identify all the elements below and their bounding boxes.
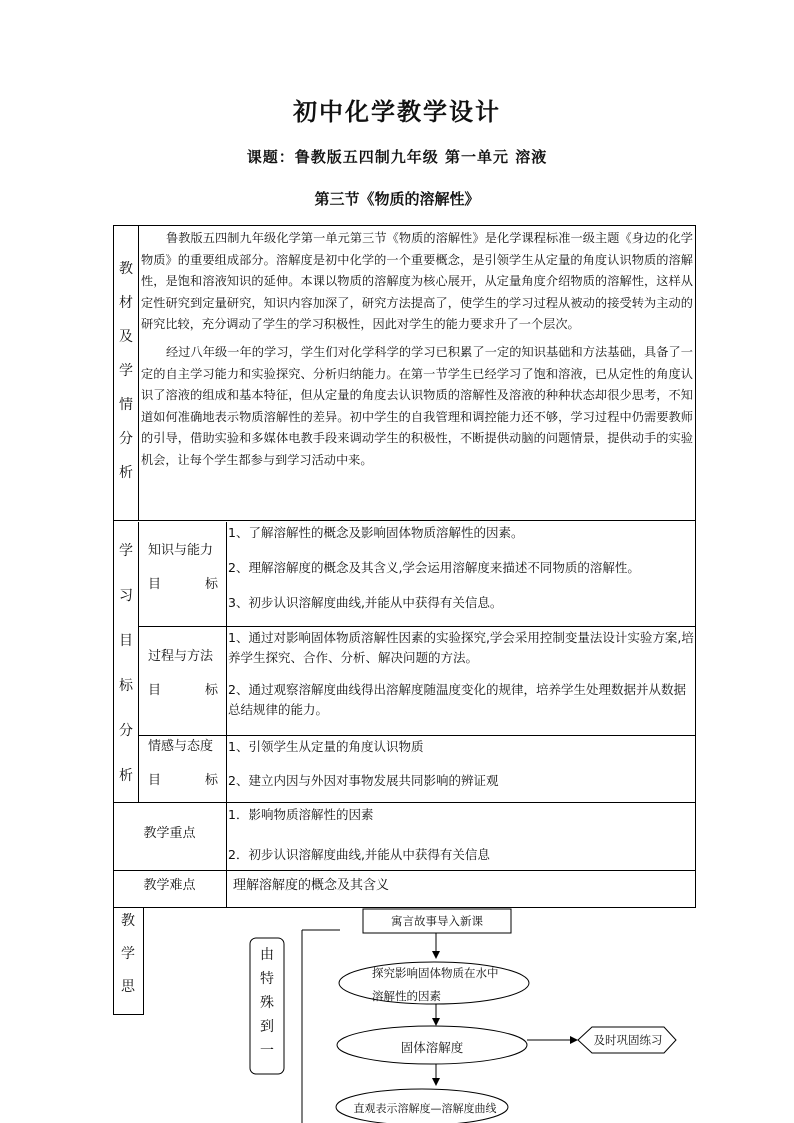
objective-group-name: 过程与方法 目 标 — [148, 649, 218, 698]
list-item: 2、通过观察溶解度曲线得出溶解度随温度变化的规律，培养学生处理数据并从数据总结规律的能力。 — [228, 682, 686, 717]
teaching-thought-label: 教 学 思 — [121, 913, 135, 995]
list-item: 2、建立内因与外因对事物发展共同影响的辨证观 — [228, 773, 499, 788]
difficult-points-text: 理解溶解度的概念及其含义 — [233, 878, 390, 893]
objective-group-name: 情感与态度 目 标 — [148, 739, 218, 788]
objective-group-name: 知识与能力 目 标 — [148, 543, 218, 592]
lesson-subtitle: 课题：鲁教版五四制九年级 第一单元 溶液 — [246, 148, 548, 166]
difficult-points-label: 教学难点 — [143, 878, 196, 893]
flow-step-practice-label: 及时巩固练习 — [593, 1033, 663, 1047]
flow-step-explore-label-1: 探究影响固体物质在水中 — [372, 966, 499, 980]
list-item: 3、初步认识溶解度曲线,并能从中获得有关信息。 — [228, 595, 503, 610]
flow-step-intro-label: 寓言故事导入新课 — [391, 914, 483, 928]
flow-step-curve-label: 直观表示溶解度—溶解度曲线 — [353, 1102, 497, 1115]
material-paragraph-1: 鲁教版五四制九年级化学第一单元第三节《物质的溶解性》是化学课程标准一级主题《身边的化学物质》的重要组成部分。溶解度是初中化学的一个重要概念，是引领学生从定量的角度认识物质的溶解性，是饱和溶液知识的延伸。本课以物质的溶解度为核心展开，从定量角度介绍物质的溶解性，这样从定性研究到定量研究，知识内容加深了，研究方法提高了，使学生的学习过程从被动的接受转为主动的研究比较，充分调动了学生的学习积极性，因此对学生的能力要求升了一个层次。 — [141, 231, 693, 332]
section-title: 第三节《物质的溶解性》 — [314, 190, 480, 208]
list-item: 1、通过对影响固体物质溶解性因素的实验探究,学会采用控制变量法设计实验方案,培养学生探究、合作、分析、解决问题的方法。 — [228, 630, 694, 665]
page-title: 初中化学教学设计 — [293, 98, 501, 126]
flow-step-explore-label-2: 溶解性的因素 — [372, 989, 441, 1003]
objectives-label: 学 习 目 标 分 析 — [119, 543, 133, 784]
list-item: 1、引领学生从定量的角度认识物质 — [228, 739, 424, 754]
list-item: 1．影响物质溶解性的因素 — [228, 807, 374, 822]
list-item: 1、了解溶解性的概念及影响固体物质溶解性的因素。 — [228, 525, 524, 540]
flow-step-solubility-label: 固体溶解度 — [400, 1040, 464, 1055]
material-analysis-label: 教 材 及 学 情 分 析 — [119, 261, 133, 481]
special-to-general-text: 由 特 殊 到 一 — [260, 947, 274, 1059]
key-points-label: 教学重点 — [143, 826, 196, 841]
list-item: 2．初步认识溶解度曲线,并能从中获得有关信息 — [228, 847, 490, 862]
list-item: 2、理解溶解度的概念及其含义,学会运用溶解度来描述不同物质的溶解性。 — [228, 560, 640, 575]
material-paragraph-2: 经过八年级一年的学习，学生们对化学科学的学习已积累了一定的知识基础和方法基础，具备了一定的自主学习能力和实验探究、分析归纳能力。在第一节学生已经学习了饱和溶液，已从定性的角度认识了溶液的组成和基本特征，但从定量的角度去认识物质的溶解性及溶液的种种状态却很少思考，不知道如何准确地表示物质溶解性的差异。初中学生的自我管理和调控能力还不够，学习过程中仍需要教师的引导，借助实验和多媒体电教手段来调动学生的积极性，不断提供动脑的问题情景，提供动手的实验机会，让每个学生都参与到学习活动中来。 — [141, 344, 693, 467]
